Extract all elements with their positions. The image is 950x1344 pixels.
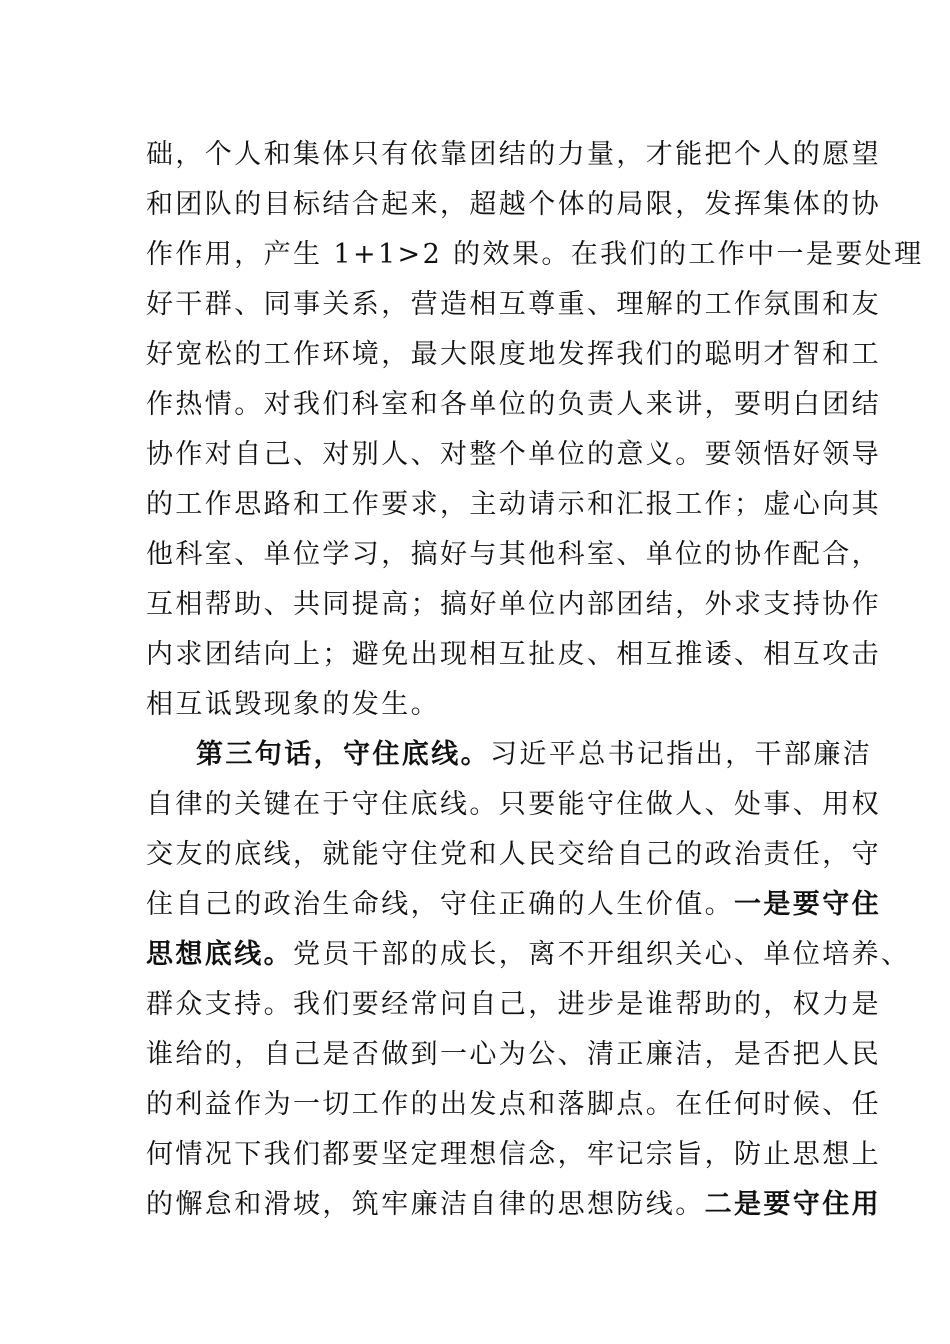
text-run: 党员干部的成长，离不开组织关心、单位培养、	[293, 939, 911, 970]
text-run: 习近平总书记指出，干部廉洁	[490, 739, 873, 770]
text-line	[146, 280, 881, 330]
bold-run: 二是要守住用	[704, 1189, 882, 1220]
text-line	[146, 230, 924, 280]
text-line	[146, 430, 881, 480]
text-line	[146, 1130, 881, 1180]
text-run: 内求团结向上；避免出现相互扯皮、相互推诿、相互攻击	[146, 639, 881, 670]
text-run: 协作对自己、对别人、对整个单位的意义。要领悟好领导	[146, 439, 881, 470]
text-line	[146, 480, 881, 530]
text-run: 住自己的政治生命线，守住正确的人生价值。	[146, 889, 734, 920]
text-line	[146, 830, 881, 880]
section-heading: 第三句话，守住底线。	[196, 739, 490, 770]
text-run: 谁给的，自己是否做到一心为公、清正廉洁，是否把人民	[146, 1039, 881, 1070]
text-run: 和团队的目标结合起来，超越个体的局限，发挥集体的协	[146, 189, 881, 220]
text-run: 好干群、同事关系，营造相互尊重、理解的工作氛围和友	[146, 289, 881, 320]
text-line	[146, 130, 881, 180]
text-run: 的利益作为一切工作的出发点和落脚点。在任何时候、任	[146, 1089, 881, 1120]
text-line	[146, 330, 881, 380]
bold-run: 思想底线。	[146, 939, 293, 970]
text-line	[146, 1080, 881, 1130]
text-line	[146, 630, 881, 680]
text-line	[146, 180, 881, 230]
document-body	[146, 130, 924, 1230]
text-run: 础，个人和集体只有依靠团结的力量，才能把个人的愿望	[146, 139, 881, 170]
text-line	[146, 680, 846, 730]
text-run: 的懈怠和滑坡，筑牢廉洁自律的思想防线。	[146, 1189, 705, 1220]
text-line	[146, 380, 881, 430]
text-run: 作作用，产生 1+1>2 的效果。在我们的工作中一是要处理	[146, 239, 924, 270]
text-line	[146, 530, 881, 580]
text-run: 交友的底线，就能守住党和人民交给自己的政治责任，守	[146, 839, 881, 870]
text-line	[146, 580, 881, 630]
bold-run: 一是要守住	[734, 889, 881, 920]
text-run: 作热情。对我们科室和各单位的负责人来讲，要明白团结	[146, 389, 881, 420]
text-run: 他科室、单位学习，搞好与其他科室、单位的协作配合，	[146, 539, 881, 570]
text-run: 自律的关键在于守住底线。只要能守住做人、处事、用权	[146, 789, 881, 820]
text-line	[146, 1030, 881, 1080]
text-line	[146, 880, 881, 930]
text-run: 好宽松的工作环境，最大限度地发挥我们的聪明才智和工	[146, 339, 881, 370]
paragraph-1	[146, 130, 924, 730]
text-line	[146, 730, 873, 780]
text-run: 的工作思路和工作要求，主动请示和汇报工作；虚心向其	[146, 489, 881, 520]
text-run: 相互诋毁现象的发生。	[146, 689, 440, 720]
text-line	[146, 980, 881, 1030]
text-line	[146, 780, 881, 830]
text-run: 互相帮助、共同提高；搞好单位内部团结，外求支持协作	[146, 589, 881, 620]
text-line	[146, 1180, 882, 1230]
text-line	[146, 930, 911, 980]
paragraph-2	[146, 730, 911, 1230]
text-run: 何情况下我们都要坚定理想信念，牢记宗旨，防止思想上	[146, 1139, 881, 1170]
text-run: 群众支持。我们要经常问自己，进步是谁帮助的，权力是	[146, 989, 881, 1020]
